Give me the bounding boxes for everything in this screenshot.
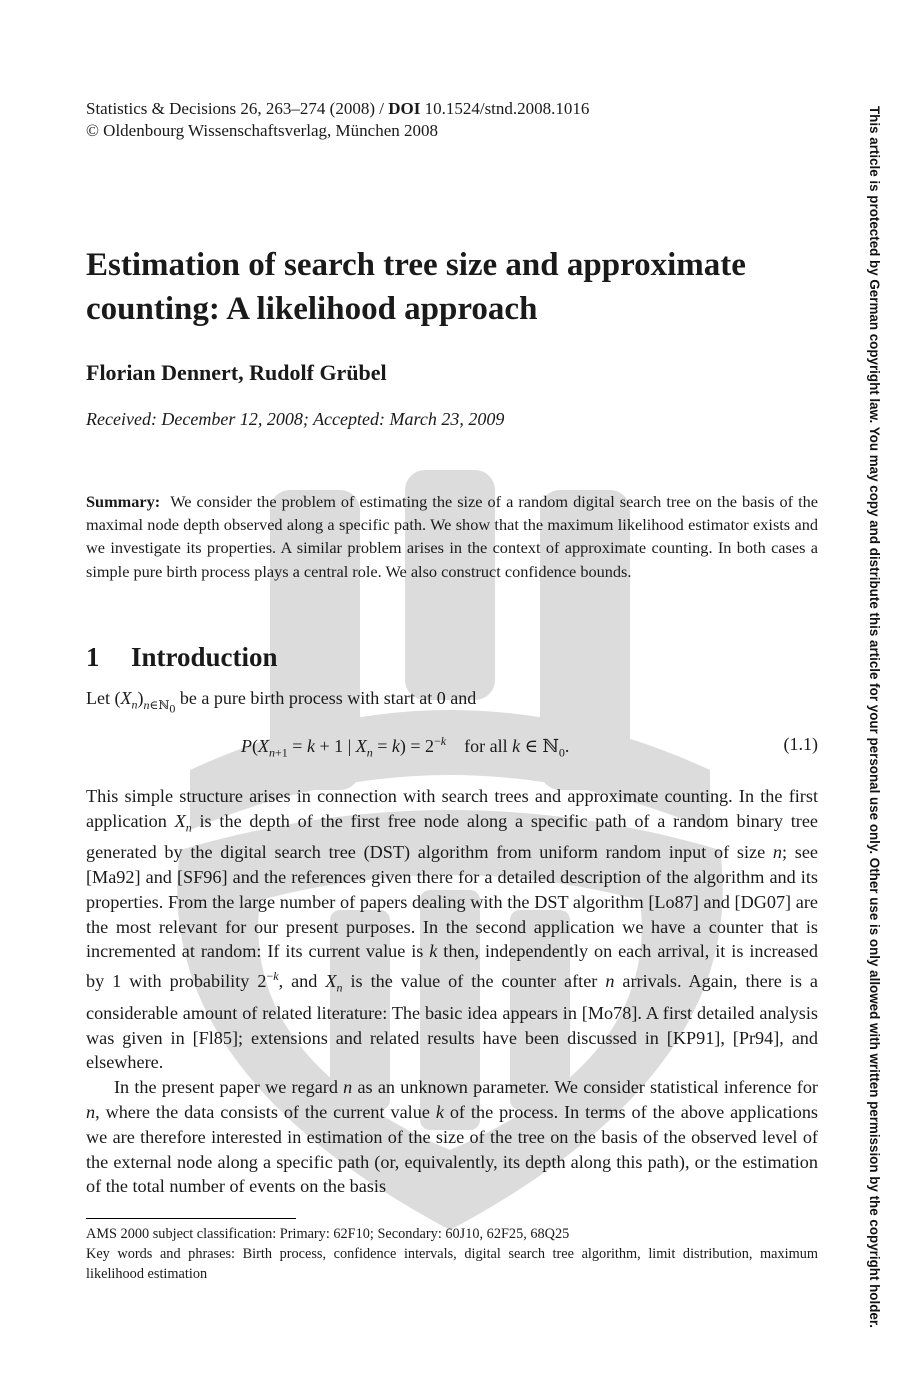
paper-title: Estimation of search tree size and approximate counting: A likelihood approach	[86, 247, 746, 327]
copyright-notice-vertical: This article is protected by German copyright law. You may copy and distribute this article for your personal use only. Other use is only allowed with written permission by the copyright holder.	[867, 106, 882, 1329]
footnote-divider	[86, 1218, 296, 1219]
copyright-line: © Oldenbourg Wissenschaftsverlag, München 2008	[86, 121, 439, 140]
equation-body: $P(X_{n+1} = k + 1$ | $X_n = k) = 2^{-k}$ for all k ∈ ℕ$_0$.	[241, 734, 570, 760]
paragraph: This simple structure arises in connection with search trees and approximate counting. In the first application $X_n$ is the depth of the first free node along a specific path of a random binary tree generated by the digital search tree (DST) algorithm from uniform random input of size n; see [Ma92] and [SF96] and the references given there for a detailed description of the algorithm and its properties. From the large number of papers dealing with the DST algorithm [Lo87] and [DG07] are the most relevant for our present purposes. In the second application we have a counter that is incremented at random: If its current value is k then, independently on each arrival, it is increased by 1 with probability $2^{-k}$, and $X_n$ is the value of the counter after n arrivals. Again, there is a considerable amount of related literature: The basic idea appears in [Mo78]. A first detailed analysis was given in [Fl85]; extensions and related results have been discussed in [KP91], [Pr94], and elsewhere.	[86, 786, 818, 1073]
keywords: Key words and phrases: Birth process, confidence intervals, digital search tree algorithm, limit distribution, maximum likelihood estimation	[86, 1246, 818, 1282]
journal-header	[86, 98, 589, 142]
section-number: 1	[86, 642, 100, 672]
intro-sentence: Let $(X_n)_{n\in ℕ_0}$ be a pure birth process with start at 0 and	[86, 688, 477, 715]
summary-abstract	[86, 490, 818, 583]
received-dates: Received: December 12, 2008; Accepted: March 23, 2009	[86, 409, 505, 429]
paper-authors: Florian Dennert, Rudolf Grübel	[86, 360, 387, 385]
summary-label: Summary:	[86, 492, 161, 511]
section-title: Introduction	[131, 642, 278, 672]
footnotes	[86, 1224, 818, 1284]
ams-classification: AMS 2000 subject classification: Primary: 62F10; Secondary: 60J10, 62F25, 68Q25	[86, 1226, 570, 1242]
journal-citation: Statistics & Decisions 26, 263–274 (2008) / DOI 10.1524/stnd.2008.1016	[86, 99, 590, 118]
equation-number: (1.1)	[783, 734, 818, 754]
doi-value: 10.1524/stnd.2008.1016	[420, 99, 590, 118]
doi-label: DOI	[388, 99, 421, 118]
paragraph: In the present paper we regard n as an unknown parameter. We consider statistical inference for n, where the data consists of the current value k of the process. In terms of the above applications we are therefore interested in estimation of the size of the tree on the basis of the observed level of the external node along a specific path (or, equivalently, its depth along this path), or the estimation of the total number of events on the basis	[86, 1077, 818, 1197]
body-text	[86, 784, 818, 1199]
equation-1-1	[86, 734, 818, 760]
summary-text: We consider the problem of estimating the size of a random digital search tree on the basis of the maximal node depth observed along a specific path. We show that the maximum likelihood estimator exists and we investigate its properties. A similar problem arises in the context of approximate counting. In both cases a simple pure birth process plays a central role. We also construct confidence bounds.	[86, 492, 819, 581]
section-heading	[86, 642, 278, 673]
